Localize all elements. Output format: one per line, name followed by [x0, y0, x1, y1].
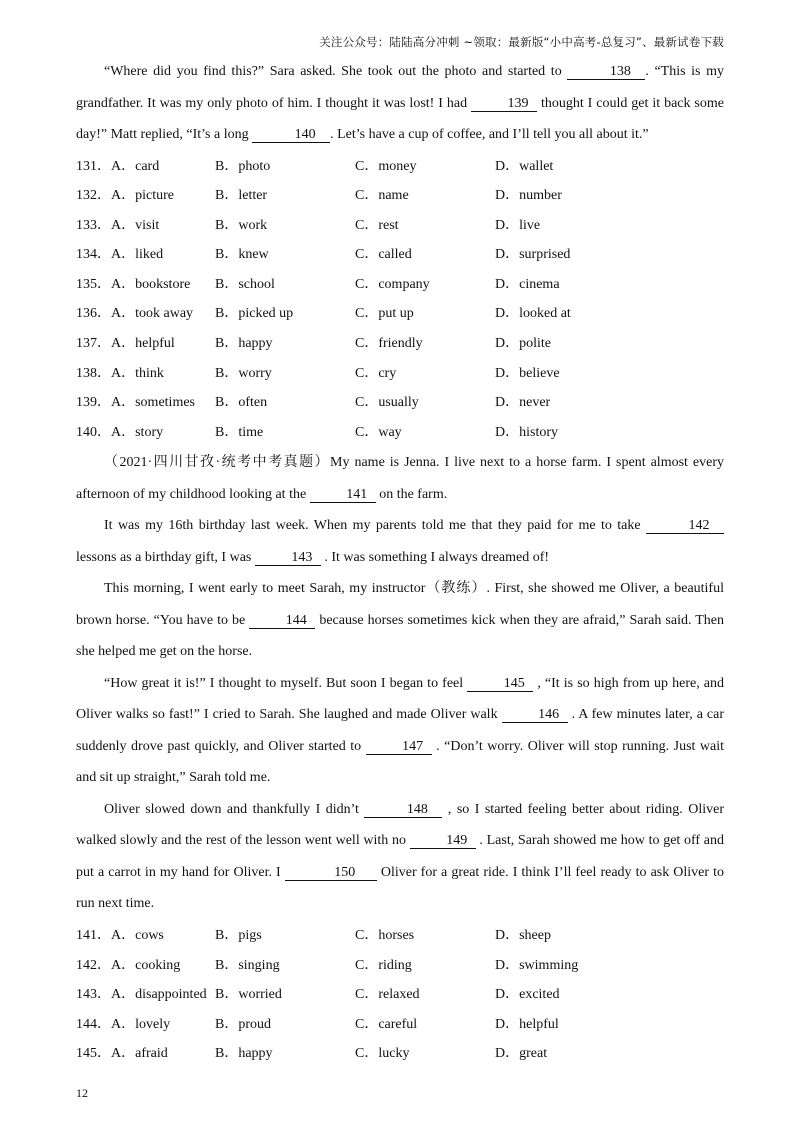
option-b: B．school [215, 276, 275, 292]
blank-150: 150 [285, 865, 377, 881]
text-span: . Last, Sarah showed me how to get off and put a carrot in my hand for Oliver. I [76, 833, 724, 880]
option-row-136 [76, 299, 724, 329]
page-number: 12 [76, 1086, 88, 1100]
option-c: C．money [355, 158, 417, 174]
blank-140: 140 [252, 127, 330, 143]
text-span: . A few minutes later, a car suddenly drove past quickly, and Oliver started to [76, 707, 725, 754]
text-span: thought I could get it back some day!” Matt replied, “It’s a long [76, 95, 724, 142]
text-span: （2021·四川甘孜·统考中考真题）My name is Jenna. I live next to a horse farm. I spent almost every afternoon of my childhood looking at the [76, 455, 724, 502]
option-a: A．afraid [111, 1046, 168, 1062]
option-a: A．bookstore [111, 276, 191, 292]
option-row-143 [76, 980, 724, 1010]
question-number: 141． [76, 927, 111, 943]
options-list-a [76, 152, 724, 448]
option-row-134 [76, 240, 724, 270]
option-row-139 [76, 388, 724, 418]
option-c: C．riding [355, 957, 412, 973]
blank-138: 138 [567, 64, 645, 80]
question-number: 138． [76, 365, 111, 381]
option-d: D．surprised [495, 247, 571, 263]
question-number: 134． [76, 247, 111, 263]
option-row-137 [76, 329, 724, 359]
page-content [76, 56, 724, 1069]
text-span: . Let’s have a cup of coffee, and I’ll tell you all about it.” [330, 127, 649, 142]
option-d: D．never [495, 395, 551, 411]
option-row-140 [76, 418, 724, 448]
option-b: B．picked up [215, 306, 294, 322]
option-b: B．often [215, 395, 268, 411]
blank-145: 145 [467, 676, 533, 692]
blank-146: 146 [502, 707, 568, 723]
option-row-133 [76, 211, 724, 241]
option-a: A．sometimes [111, 395, 195, 411]
option-a: A．visit [111, 217, 160, 233]
option-c: C．relaxed [355, 987, 420, 1003]
option-d: D．great [495, 1046, 548, 1062]
question-number: 132． [76, 188, 111, 204]
option-d: D．history [495, 424, 558, 440]
option-b: B．worried [215, 987, 282, 1003]
option-c: C．friendly [355, 336, 423, 352]
blank-147: 147 [366, 739, 432, 755]
question-number: 137． [76, 336, 111, 352]
option-b: B．singing [215, 957, 280, 973]
option-a: A．disappointed [111, 987, 207, 1003]
blank-148: 148 [364, 802, 442, 818]
option-row-135 [76, 270, 724, 300]
option-a: A．story [111, 424, 164, 440]
paragraph-b4 [76, 668, 724, 794]
option-c: C．way [355, 424, 402, 440]
option-b: B．happy [215, 336, 273, 352]
option-d: D．cinema [495, 276, 560, 292]
text-span: . It was something I always dreamed of! [324, 549, 550, 565]
option-d: D．sheep [495, 927, 551, 943]
blank-143: 143 [255, 550, 321, 566]
option-c: C．called [355, 247, 412, 263]
text-span: . “Don’t worry. Oliver will stop running. Just wait and sit up straight,” Sarah told me. [76, 738, 725, 786]
question-number: 139． [76, 395, 111, 411]
option-d: D．helpful [495, 1016, 559, 1032]
option-b: B．pigs [215, 927, 262, 943]
option-b: B．proud [215, 1016, 271, 1032]
text-span: lessons as a birthday gift, I was [76, 549, 252, 565]
option-c: C．horses [355, 927, 415, 943]
question-number: 136． [76, 306, 111, 322]
option-c: C．cry [355, 365, 397, 381]
text-span: , “It is so high from up here, and Oliver walks so fast!” I cried to Sarah. She laughed and made Oliver walk [76, 675, 724, 723]
option-row-138 [76, 359, 724, 389]
option-a: A．lovely [111, 1016, 171, 1032]
blank-139: 139 [471, 96, 537, 112]
paragraph-b1 [76, 447, 724, 510]
text-span: . “This is my grandfather. It was my only photo of him. I thought it was lost! I had [76, 64, 725, 111]
question-number: 133． [76, 217, 111, 233]
option-a: A．think [111, 365, 164, 381]
question-number: 140． [76, 424, 111, 440]
option-c: C．rest [355, 217, 399, 233]
option-row-131 [76, 152, 724, 182]
option-b: B．happy [215, 1046, 273, 1062]
option-row-144 [76, 1010, 724, 1040]
option-d: D．excited [495, 987, 560, 1003]
text-span: because horses sometimes kick when they are afraid,” Sarah said. Then she helped me get on the horse. [76, 612, 725, 660]
option-c: C．name [355, 188, 409, 204]
paragraph-b3 [76, 573, 724, 668]
option-c: C．lucky [355, 1046, 410, 1062]
question-number: 145． [76, 1046, 111, 1062]
option-b: B．time [215, 424, 264, 440]
text-span: It was my 16th birthday last week. When my parents told me that they paid for me to take [104, 518, 641, 534]
page-header: 关注公众号：陆陆高分冲刺 ~领取：最新版“小中高考-总复习”、最新试卷下载 [319, 35, 724, 49]
option-b: B．work [215, 217, 268, 233]
option-a: A．cows [111, 927, 164, 943]
option-c: C．usually [355, 395, 419, 411]
question-number: 135． [76, 276, 111, 292]
option-a: A．took away [111, 306, 194, 322]
option-a: A．card [111, 158, 160, 174]
option-row-132 [76, 181, 724, 211]
option-row-142 [76, 951, 724, 981]
text-span: “How great it is!” I thought to myself. But soon I began to feel [104, 675, 464, 691]
question-number: 143． [76, 987, 111, 1003]
blank-144: 144 [249, 613, 315, 629]
option-b: B．worry [215, 365, 272, 381]
option-b: B．photo [215, 158, 271, 174]
option-d: D．believe [495, 365, 560, 381]
option-d: D．looked at [495, 306, 571, 322]
option-a: A．liked [111, 247, 164, 263]
option-row-145 [76, 1039, 724, 1069]
option-d: D．swimming [495, 957, 579, 973]
question-number: 144． [76, 1016, 111, 1032]
blank-149: 149 [410, 833, 476, 849]
option-b: B．letter [215, 188, 268, 204]
text-span: on the farm. [379, 486, 448, 502]
text-span: “Where did you find this?” Sara asked. She took out the photo and started to [104, 64, 562, 79]
option-a: A．helpful [111, 336, 175, 352]
option-d: D．wallet [495, 158, 554, 174]
paragraph-b5 [76, 794, 724, 920]
option-a: A．picture [111, 188, 174, 204]
question-number: 142． [76, 957, 111, 973]
blank-142: 142 [646, 518, 724, 534]
option-c: C．put up [355, 306, 414, 322]
paragraph-b2 [76, 510, 724, 573]
options-list-b [76, 921, 724, 1069]
question-number: 131． [76, 158, 111, 174]
text-span: Oliver for a great ride. I think I’ll feel ready to ask Oliver to run next time. [76, 864, 725, 912]
option-c: C．company [355, 276, 430, 292]
text-span: Oliver slowed down and thankfully I didn’t [104, 801, 359, 817]
text-span: This morning, I went early to meet Sarah, my instructor（教练）. First, she showed me Oliver, a beautiful brown horse. “You have to be [76, 581, 724, 628]
option-a: A．cooking [111, 957, 181, 973]
option-b: B．knew [215, 247, 269, 263]
option-d: D．number [495, 188, 562, 204]
paragraph-a1 [76, 56, 724, 151]
blank-141: 141 [310, 487, 376, 503]
text-span: , so I started feeling better about riding. Oliver walked slowly and the rest of the lesson went well with no [76, 801, 725, 849]
option-d: D．live [495, 217, 541, 233]
option-c: C．careful [355, 1016, 418, 1032]
option-d: D．polite [495, 336, 551, 352]
option-row-141 [76, 921, 724, 951]
